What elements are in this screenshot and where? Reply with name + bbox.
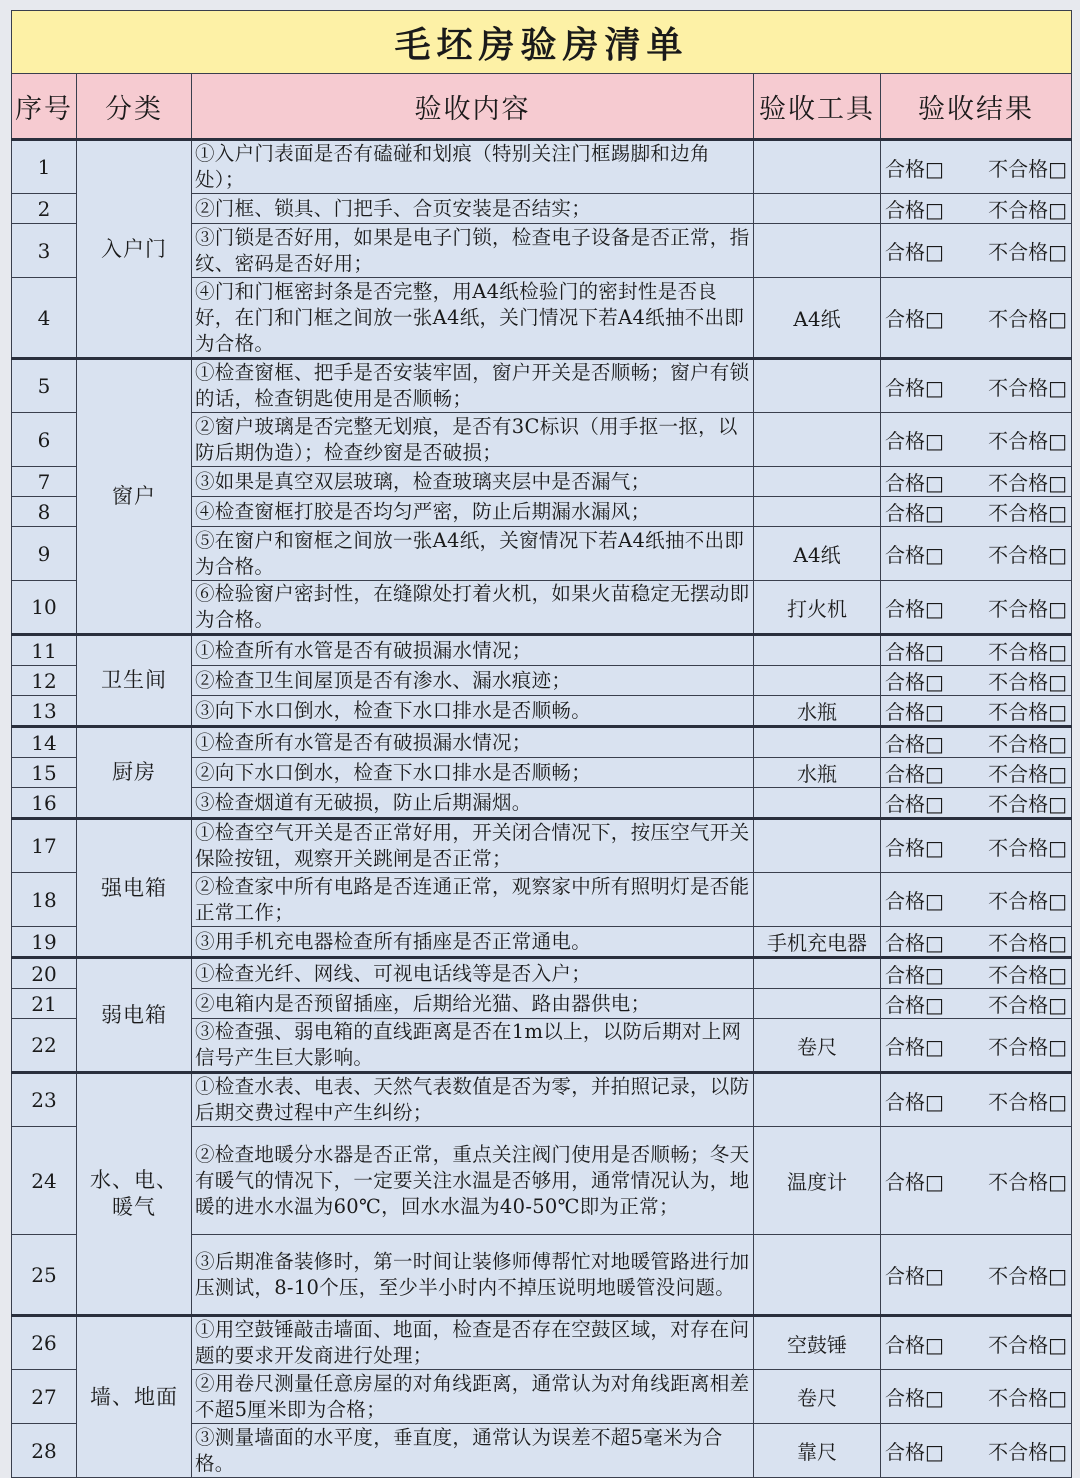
row-number: 4	[12, 278, 77, 359]
content-cell: ①检查光纤、网线、可视电话线等是否入户；	[192, 958, 754, 989]
tool-cell: 卷尺	[754, 1019, 881, 1073]
content-cell: ③向下水口倒水，检查下水口排水是否顺畅。	[192, 696, 754, 727]
result-options	[881, 1031, 1071, 1060]
tool-cell	[754, 989, 881, 1019]
pass-checkbox[interactable]: 合格□	[885, 307, 944, 331]
content-cell: ⑤在窗户和窗框之间放一张A4纸，关窗情况下若A4纸抽不出即为合格。	[192, 527, 754, 581]
pass-checkbox[interactable]: 合格□	[885, 931, 944, 955]
tool-cell	[754, 666, 881, 696]
row-number: 9	[12, 527, 77, 581]
pass-checkbox[interactable]: 合格□	[885, 1386, 944, 1410]
result-options	[881, 303, 1071, 332]
table-row	[12, 140, 1072, 194]
fail-checkbox[interactable]: 不合格□	[988, 1170, 1067, 1194]
fail-checkbox[interactable]: 不合格□	[988, 307, 1067, 331]
fail-checkbox[interactable]: 不合格□	[988, 732, 1067, 756]
row-number: 3	[12, 224, 77, 278]
pass-checkbox[interactable]: 合格□	[885, 792, 944, 816]
content-cell: ④门和门框密封条是否完整，用A4纸检验门的密封性是否良好，在门和门框之间放一张A4纸，关门情况下若A4纸抽不出即为合格。	[192, 278, 754, 359]
tool-cell	[754, 497, 881, 527]
tool-cell	[754, 873, 881, 927]
category-cell: 水、电、暖气	[77, 1073, 192, 1316]
fail-checkbox[interactable]: 不合格□	[988, 762, 1067, 786]
pass-checkbox[interactable]: 合格□	[885, 670, 944, 694]
result-options	[881, 1260, 1071, 1289]
fail-checkbox[interactable]: 不合格□	[988, 670, 1067, 694]
fail-checkbox[interactable]: 不合格□	[988, 700, 1067, 724]
row-number: 24	[12, 1127, 77, 1235]
tool-cell	[754, 1073, 881, 1127]
content-cell: ②检查家中所有电路是否连通正常，观察家中所有照明灯是否能正常工作；	[192, 873, 754, 927]
fail-checkbox[interactable]: 不合格□	[988, 640, 1067, 664]
table-row	[12, 819, 1072, 873]
fail-checkbox[interactable]: 不合格□	[988, 596, 1067, 621]
result-options	[881, 1436, 1071, 1465]
result-options	[881, 788, 1071, 817]
result-options	[881, 425, 1071, 454]
table-row	[12, 359, 1072, 413]
fail-checkbox[interactable]: 不合格□	[988, 240, 1067, 264]
category-cell: 厨房	[77, 727, 192, 819]
category-cell: 卫生间	[77, 635, 192, 727]
tool-cell	[754, 819, 881, 873]
pass-checkbox[interactable]: 合格□	[885, 1170, 944, 1194]
inspection-table	[11, 10, 1072, 1478]
result-cell	[881, 927, 1072, 958]
tool-cell: 温度计	[754, 1127, 881, 1235]
content-cell: ①入户门表面是否有磕碰和划痕（特别关注门框踢脚和边角处）；	[192, 140, 754, 194]
pass-checkbox[interactable]: 合格□	[885, 1332, 944, 1357]
row-number: 26	[12, 1316, 77, 1370]
row-number: 20	[12, 958, 77, 989]
pass-checkbox[interactable]: 合格□	[885, 762, 944, 786]
category-cell: 弱电箱	[77, 958, 192, 1073]
result-cell	[881, 1235, 1072, 1316]
result-cell	[881, 413, 1072, 467]
result-options	[881, 372, 1071, 401]
row-number: 10	[12, 581, 77, 635]
pass-checkbox[interactable]: 合格□	[885, 1440, 944, 1464]
result-options	[881, 593, 1071, 622]
fail-checkbox[interactable]: 不合格□	[988, 429, 1067, 453]
result-options	[881, 1086, 1071, 1115]
result-cell	[881, 958, 1072, 989]
result-options	[881, 832, 1071, 861]
table-row	[12, 727, 1072, 758]
tool-cell	[754, 413, 881, 467]
content-cell: ②向下水口倒水，检查下水口排水是否顺畅；	[192, 758, 754, 788]
row-number: 16	[12, 788, 77, 819]
tool-cell: 靠尺	[754, 1424, 881, 1478]
fail-checkbox[interactable]: 不合格□	[988, 835, 1067, 860]
pass-checkbox[interactable]: 合格□	[885, 471, 944, 495]
tool-cell	[754, 359, 881, 413]
result-options	[881, 539, 1071, 568]
tool-cell	[754, 194, 881, 224]
result-cell	[881, 1073, 1072, 1127]
content-cell: ④检查窗框打胶是否均匀严密，防止后期漏水漏风；	[192, 497, 754, 527]
pass-checkbox[interactable]: 合格□	[885, 993, 944, 1017]
content-cell: ⑥检验窗户密封性，在缝隙处打着火机，如果火苗稳定无摆动即为合格。	[192, 581, 754, 635]
row-number: 19	[12, 927, 77, 958]
tool-cell	[754, 727, 881, 758]
pass-checkbox[interactable]: 合格□	[885, 889, 944, 913]
result-options	[881, 885, 1071, 914]
content-cell: ②检查卫生间屋顶是否有渗水、漏水痕迹；	[192, 666, 754, 696]
fail-checkbox[interactable]: 不合格□	[988, 792, 1067, 816]
fail-checkbox[interactable]: 不合格□	[988, 543, 1067, 567]
result-cell	[881, 194, 1072, 224]
row-number: 14	[12, 727, 77, 758]
pass-checkbox[interactable]: 合格□	[885, 1089, 944, 1114]
result-cell	[881, 788, 1072, 819]
row-number: 25	[12, 1235, 77, 1316]
pass-checkbox[interactable]: 合格□	[885, 543, 944, 567]
content-cell: ③后期准备装修时，第一时间让装修师傅帮忙对地暖管路进行加压测试，8-10个压，至少半小时内不掉压说明地暖管没问题。	[192, 1235, 754, 1316]
fail-checkbox[interactable]: 不合格□	[988, 931, 1067, 955]
result-options	[881, 666, 1071, 695]
tool-cell	[754, 788, 881, 819]
fail-checkbox[interactable]: 不合格□	[988, 1264, 1067, 1288]
fail-checkbox[interactable]: 不合格□	[988, 1034, 1067, 1059]
pass-checkbox[interactable]: 合格□	[885, 375, 944, 400]
result-options	[881, 467, 1071, 496]
content-cell: ②电箱内是否预留插座，后期给光猫、路由器供电；	[192, 989, 754, 1019]
result-cell	[881, 140, 1072, 194]
table-row	[12, 1316, 1072, 1370]
category-cell: 强电箱	[77, 819, 192, 958]
pass-checkbox[interactable]: 合格□	[885, 700, 944, 724]
fail-checkbox[interactable]: 不合格□	[988, 889, 1067, 913]
result-options	[881, 989, 1071, 1018]
header-result: 验收结果	[881, 74, 1072, 140]
pass-checkbox[interactable]: 合格□	[885, 835, 944, 860]
tool-cell	[754, 140, 881, 194]
row-number: 21	[12, 989, 77, 1019]
row-number: 8	[12, 497, 77, 527]
row-number: 7	[12, 467, 77, 497]
result-cell	[881, 467, 1072, 497]
fail-checkbox[interactable]: 不合格□	[988, 1332, 1067, 1357]
header-number: 序号	[12, 74, 77, 140]
result-options	[881, 927, 1071, 956]
tool-cell	[754, 1235, 881, 1316]
row-number: 11	[12, 635, 77, 666]
header-content: 验收内容	[192, 74, 754, 140]
content-cell: ①检查所有水管是否有破损漏水情况；	[192, 635, 754, 666]
row-number: 23	[12, 1073, 77, 1127]
result-cell	[881, 758, 1072, 788]
fail-checkbox[interactable]: 不合格□	[988, 1386, 1067, 1410]
row-number: 17	[12, 819, 77, 873]
result-cell	[881, 819, 1072, 873]
content-cell: ③门锁是否好用，如果是电子门锁，检查电子设备是否正常，指纹、密码是否好用；	[192, 224, 754, 278]
tool-cell: A4纸	[754, 278, 881, 359]
header-tool: 验收工具	[754, 74, 881, 140]
result-cell	[881, 497, 1072, 527]
result-cell	[881, 1316, 1072, 1370]
tool-cell	[754, 224, 881, 278]
row-number: 28	[12, 1424, 77, 1478]
result-cell	[881, 359, 1072, 413]
tool-cell: 手机充电器	[754, 927, 881, 958]
tool-cell: 卷尺	[754, 1370, 881, 1424]
table-body	[12, 140, 1072, 1478]
content-cell: ②门框、锁具、门把手、合页安装是否结实；	[192, 194, 754, 224]
page-title: 毛坯房验房清单	[12, 11, 1072, 74]
result-options	[881, 1166, 1071, 1195]
result-options	[881, 1382, 1071, 1411]
fail-checkbox[interactable]: 不合格□	[988, 501, 1067, 525]
result-cell	[881, 1127, 1072, 1235]
result-options	[881, 1329, 1071, 1358]
tool-cell: 水瓶	[754, 696, 881, 727]
result-options	[881, 497, 1071, 526]
table-row	[12, 1073, 1072, 1127]
row-number: 22	[12, 1019, 77, 1073]
row-number: 1	[12, 140, 77, 194]
header-category: 分类	[77, 74, 192, 140]
category-cell: 墙、地面	[77, 1316, 192, 1478]
result-cell	[881, 224, 1072, 278]
row-number: 18	[12, 873, 77, 927]
pass-checkbox[interactable]: 合格□	[885, 963, 944, 987]
content-cell: ①检查空气开关是否正常好用，开关闭合情况下，按压空气开关保险按钮，观察开关跳闸是否正常；	[192, 819, 754, 873]
pass-checkbox[interactable]: 合格□	[885, 429, 944, 453]
tool-cell: 空鼓锤	[754, 1316, 881, 1370]
content-cell: ①用空鼓锤敲击墙面、地面，检查是否存在空鼓区域，对存在问题的要求开发商进行处理；	[192, 1316, 754, 1370]
content-cell: ③用手机充电器检查所有插座是否正常通电。	[192, 927, 754, 958]
fail-checkbox[interactable]: 不合格□	[988, 375, 1067, 400]
tool-cell: 水瓶	[754, 758, 881, 788]
result-cell	[881, 278, 1072, 359]
row-number: 5	[12, 359, 77, 413]
result-cell	[881, 666, 1072, 696]
result-options	[881, 758, 1071, 787]
pass-checkbox[interactable]: 合格□	[885, 640, 944, 664]
fail-checkbox[interactable]: 不合格□	[988, 963, 1067, 987]
content-cell: ②用卷尺测量任意房屋的对角线距离，通常认为对角线距离相差不超5厘米即为合格；	[192, 1370, 754, 1424]
result-cell	[881, 696, 1072, 727]
pass-checkbox[interactable]: 合格□	[885, 1034, 944, 1059]
row-number: 12	[12, 666, 77, 696]
row-number: 2	[12, 194, 77, 224]
result-options	[881, 696, 1071, 725]
table-row	[12, 958, 1072, 989]
tool-cell	[754, 958, 881, 989]
pass-checkbox[interactable]: 合格□	[885, 240, 944, 264]
fail-checkbox[interactable]: 不合格□	[988, 1440, 1067, 1464]
result-cell	[881, 727, 1072, 758]
pass-checkbox[interactable]: 合格□	[885, 156, 944, 181]
row-number: 13	[12, 696, 77, 727]
result-cell	[881, 1370, 1072, 1424]
tool-cell: 打火机	[754, 581, 881, 635]
result-cell	[881, 1424, 1072, 1478]
result-cell	[881, 581, 1072, 635]
result-cell	[881, 989, 1072, 1019]
result-options	[881, 959, 1071, 988]
table-row	[12, 635, 1072, 666]
result-cell	[881, 873, 1072, 927]
tool-cell	[754, 635, 881, 666]
content-cell: ③检查强、弱电箱的直线距离是否在1m以上，以防后期对上网信号产生巨大影响。	[192, 1019, 754, 1073]
content-cell: ③如果是真空双层玻璃，检查玻璃夹层中是否漏气；	[192, 467, 754, 497]
result-options	[881, 194, 1071, 223]
result-cell	[881, 1019, 1072, 1073]
row-number: 15	[12, 758, 77, 788]
content-cell: ②窗户玻璃是否完整无划痕，是否有3C标识（用手抠一抠，以防后期伪造）；检查纱窗是否破损；	[192, 413, 754, 467]
content-cell: ①检查水表、电表、天然气表数值是否为零，并拍照记录，以防后期交费过程中产生纠纷；	[192, 1073, 754, 1127]
result-options	[881, 636, 1071, 665]
result-options	[881, 153, 1071, 182]
pass-checkbox[interactable]: 合格□	[885, 198, 944, 222]
category-cell: 入户门	[77, 140, 192, 359]
content-cell: ①检查窗框、把手是否安装牢固，窗户开关是否顺畅；窗户有锁的话，检查钥匙使用是否顺畅；	[192, 359, 754, 413]
fail-checkbox[interactable]: 不合格□	[988, 156, 1067, 181]
pass-checkbox[interactable]: 合格□	[885, 1264, 944, 1288]
row-number: 6	[12, 413, 77, 467]
result-cell	[881, 527, 1072, 581]
row-number: 27	[12, 1370, 77, 1424]
result-options	[881, 236, 1071, 265]
pass-checkbox[interactable]: 合格□	[885, 596, 944, 621]
pass-checkbox[interactable]: 合格□	[885, 732, 944, 756]
content-cell: ③测量墙面的水平度，垂直度，通常认为误差不超5毫米为合格。	[192, 1424, 754, 1478]
content-cell: ①检查所有水管是否有破损漏水情况；	[192, 727, 754, 758]
result-options	[881, 728, 1071, 757]
result-cell	[881, 635, 1072, 666]
fail-checkbox[interactable]: 不合格□	[988, 993, 1067, 1017]
tool-cell: A4纸	[754, 527, 881, 581]
fail-checkbox[interactable]: 不合格□	[988, 198, 1067, 222]
pass-checkbox[interactable]: 合格□	[885, 501, 944, 525]
content-cell: ②检查地暖分水器是否正常，重点关注阀门使用是否顺畅；冬天有暖气的情况下，一定要关注水温是否够用，通常情况认为，地暖的进水水温为60℃，回水水温为40-50℃即为正常；	[192, 1127, 754, 1235]
category-cell: 窗户	[77, 359, 192, 635]
tool-cell	[754, 467, 881, 497]
fail-checkbox[interactable]: 不合格□	[988, 471, 1067, 495]
fail-checkbox[interactable]: 不合格□	[988, 1089, 1067, 1114]
content-cell: ③检查烟道有无破损，防止后期漏烟。	[192, 788, 754, 819]
